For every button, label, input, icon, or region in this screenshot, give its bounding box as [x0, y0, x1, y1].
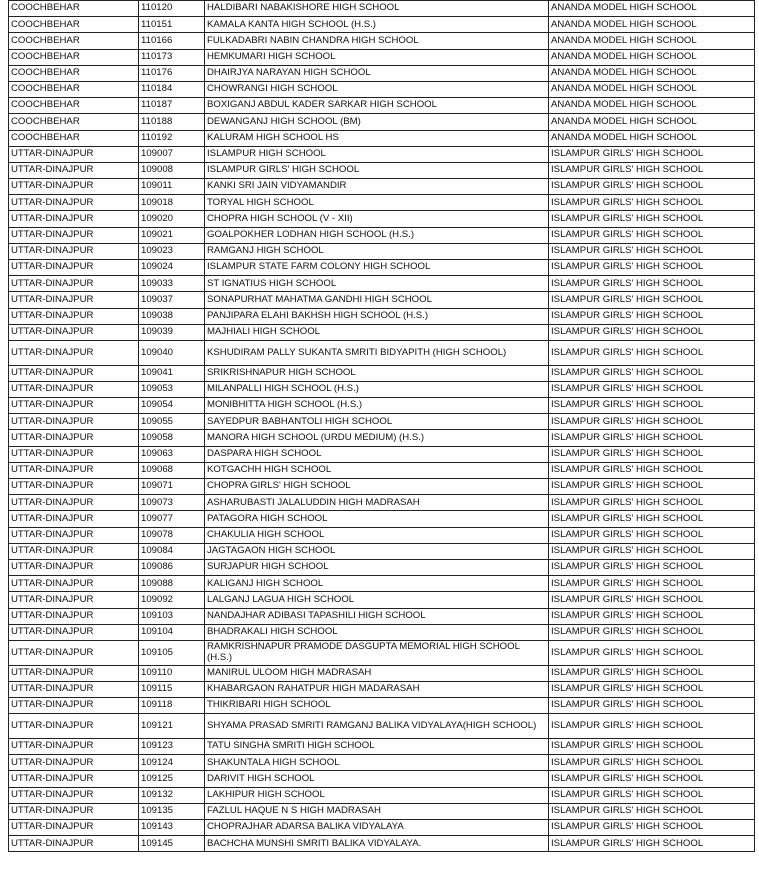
school-code-cell: 109040 — [139, 340, 205, 365]
school-name-cell: MONIBHITTA HIGH SCHOOL (H.S.) — [205, 398, 549, 414]
venue-school-cell: ISLAMPUR GIRLS' HIGH SCHOOL — [549, 398, 755, 414]
district-cell: UTTAR-DINAJPUR — [9, 243, 139, 259]
school-code-cell: 110188 — [139, 114, 205, 130]
school-code-cell: 109068 — [139, 462, 205, 478]
school-name-cell: BACHCHA MUNSHI SMRITI BALIKA VIDYALAYA. — [205, 836, 549, 852]
table-row — [9, 640, 755, 665]
district-cell: UTTAR-DINAJPUR — [9, 276, 139, 292]
district-cell: UTTAR-DINAJPUR — [9, 430, 139, 446]
venue-school-cell: ISLAMPUR GIRLS' HIGH SCHOOL — [549, 479, 755, 495]
venue-school-cell: ISLAMPUR GIRLS' HIGH SCHOOL — [549, 698, 755, 714]
school-name-cell: MANIRUL ULOOM HIGH MADRASAH — [205, 665, 549, 681]
table-row — [9, 414, 755, 430]
table-row — [9, 803, 755, 819]
school-name-cell: KSHUDIRAM PALLY SUKANTA SMRITI BIDYAPITH (HIGH SCHOOL) — [205, 340, 549, 365]
table-row — [9, 665, 755, 681]
district-cell: UTTAR-DINAJPUR — [9, 308, 139, 324]
venue-school-cell: ISLAMPUR GIRLS' HIGH SCHOOL — [549, 576, 755, 592]
venue-school-cell: ANANDA MODEL HIGH SCHOOL — [549, 98, 755, 114]
school-name-cell: BOXIGANJ ABDUL KADER SARKAR HIGH SCHOOL — [205, 98, 549, 114]
school-name-cell: CHOPRAJHAR ADARSA BALIKA VIDYALAYA — [205, 820, 549, 836]
table-row — [9, 340, 755, 365]
district-cell: COOCHBEHAR — [9, 33, 139, 49]
venue-school-cell: ANANDA MODEL HIGH SCHOOL — [549, 81, 755, 97]
school-name-cell: CHOPRA GIRLS' HIGH SCHOOL — [205, 479, 549, 495]
table-row — [9, 698, 755, 714]
district-cell: UTTAR-DINAJPUR — [9, 755, 139, 771]
district-cell: COOCHBEHAR — [9, 130, 139, 146]
school-code-cell: 109038 — [139, 308, 205, 324]
school-name-cell: ISLAMPUR HIGH SCHOOL — [205, 146, 549, 162]
school-code-cell: 109118 — [139, 698, 205, 714]
table-row — [9, 146, 755, 162]
table-row — [9, 755, 755, 771]
school-name-cell: THIKRIBARI HIGH SCHOOL — [205, 698, 549, 714]
school-code-cell: 109084 — [139, 543, 205, 559]
table-row — [9, 739, 755, 755]
school-name-cell: ASHARUBASTI JALALUDDIN HIGH MADRASAH — [205, 495, 549, 511]
school-code-cell: 109053 — [139, 381, 205, 397]
school-name-cell: DASPARA HIGH SCHOOL — [205, 446, 549, 462]
school-code-cell: 110176 — [139, 65, 205, 81]
district-cell: UTTAR-DINAJPUR — [9, 640, 139, 665]
table-row — [9, 179, 755, 195]
school-name-cell: FULKADABRI NABIN CHANDRA HIGH SCHOOL — [205, 33, 549, 49]
school-code-cell: 109021 — [139, 227, 205, 243]
school-code-cell: 109092 — [139, 592, 205, 608]
district-cell: UTTAR-DINAJPUR — [9, 462, 139, 478]
venue-school-cell: ISLAMPUR GIRLS' HIGH SCHOOL — [549, 227, 755, 243]
table-row — [9, 462, 755, 478]
table-row — [9, 98, 755, 114]
school-name-cell: SRIKRISHNAPUR HIGH SCHOOL — [205, 365, 549, 381]
district-cell: UTTAR-DINAJPUR — [9, 162, 139, 178]
school-name-cell: MANORA HIGH SCHOOL (URDU MEDIUM) (H.S.) — [205, 430, 549, 446]
venue-school-cell: ISLAMPUR GIRLS' HIGH SCHOOL — [549, 292, 755, 308]
table-row — [9, 292, 755, 308]
table-row — [9, 479, 755, 495]
district-cell: UTTAR-DINAJPUR — [9, 771, 139, 787]
district-cell: UTTAR-DINAJPUR — [9, 592, 139, 608]
district-cell: UTTAR-DINAJPUR — [9, 479, 139, 495]
school-code-cell: 109110 — [139, 665, 205, 681]
school-name-cell: ISLAMPUR STATE FARM COLONY HIGH SCHOOL — [205, 260, 549, 276]
venue-school-cell: ISLAMPUR GIRLS' HIGH SCHOOL — [549, 836, 755, 852]
venue-school-cell: ISLAMPUR GIRLS' HIGH SCHOOL — [549, 365, 755, 381]
table-body — [9, 1, 755, 852]
school-code-cell: 109115 — [139, 681, 205, 697]
school-name-cell: KAMALA KANTA HIGH SCHOOL (H.S.) — [205, 17, 549, 33]
table-row — [9, 49, 755, 65]
venue-school-cell: ISLAMPUR GIRLS' HIGH SCHOOL — [549, 179, 755, 195]
school-name-cell: KOTGACHH HIGH SCHOOL — [205, 462, 549, 478]
district-cell: UTTAR-DINAJPUR — [9, 787, 139, 803]
school-code-cell: 109125 — [139, 771, 205, 787]
table-row — [9, 65, 755, 81]
school-code-cell: 110120 — [139, 1, 205, 17]
school-name-cell: LAKHIPUR HIGH SCHOOL — [205, 787, 549, 803]
district-cell: UTTAR-DINAJPUR — [9, 681, 139, 697]
school-name-cell: PATAGORA HIGH SCHOOL — [205, 511, 549, 527]
table-row — [9, 836, 755, 852]
table-row — [9, 559, 755, 575]
table-row — [9, 624, 755, 640]
school-name-cell: GOALPOKHER LODHAN HIGH SCHOOL (H.S.) — [205, 227, 549, 243]
venue-school-cell: ANANDA MODEL HIGH SCHOOL — [549, 49, 755, 65]
district-cell: UTTAR-DINAJPUR — [9, 543, 139, 559]
table-row — [9, 714, 755, 739]
table-row — [9, 527, 755, 543]
school-code-cell: 109077 — [139, 511, 205, 527]
school-name-cell: KANKI SRI JAIN VIDYAMANDIR — [205, 179, 549, 195]
school-code-cell: 110184 — [139, 81, 205, 97]
district-cell: UTTAR-DINAJPUR — [9, 803, 139, 819]
school-code-cell: 109023 — [139, 243, 205, 259]
venue-school-cell: ISLAMPUR GIRLS' HIGH SCHOOL — [549, 739, 755, 755]
table-row — [9, 543, 755, 559]
venue-school-cell: ISLAMPUR GIRLS' HIGH SCHOOL — [549, 640, 755, 665]
table-row — [9, 243, 755, 259]
venue-school-cell: ISLAMPUR GIRLS' HIGH SCHOOL — [549, 381, 755, 397]
school-code-cell: 109054 — [139, 398, 205, 414]
district-cell: UTTAR-DINAJPUR — [9, 527, 139, 543]
school-name-cell: CHOPRA HIGH SCHOOL (V - XII) — [205, 211, 549, 227]
venue-school-cell: ISLAMPUR GIRLS' HIGH SCHOOL — [549, 162, 755, 178]
school-name-cell: BHADRAKALI HIGH SCHOOL — [205, 624, 549, 640]
table-row — [9, 81, 755, 97]
district-cell: UTTAR-DINAJPUR — [9, 714, 139, 739]
venue-school-cell: ISLAMPUR GIRLS' HIGH SCHOOL — [549, 608, 755, 624]
school-name-cell: SAYEDPUR BABHANTOLI HIGH SCHOOL — [205, 414, 549, 430]
district-cell: COOCHBEHAR — [9, 98, 139, 114]
district-cell: UTTAR-DINAJPUR — [9, 836, 139, 852]
table-row — [9, 162, 755, 178]
school-name-cell: SHYAMA PRASAD SMRITI RAMGANJ BALIKA VIDYALAYA(HIGH SCHOOL) — [205, 714, 549, 739]
table-row — [9, 771, 755, 787]
venue-school-cell: ISLAMPUR GIRLS' HIGH SCHOOL — [549, 820, 755, 836]
school-code-cell: 109105 — [139, 640, 205, 665]
venue-school-cell: ISLAMPUR GIRLS' HIGH SCHOOL — [549, 665, 755, 681]
venue-school-cell: ISLAMPUR GIRLS' HIGH SCHOOL — [549, 787, 755, 803]
school-code-cell: 109020 — [139, 211, 205, 227]
school-code-cell: 109008 — [139, 162, 205, 178]
district-cell: UTTAR-DINAJPUR — [9, 698, 139, 714]
table-row — [9, 130, 755, 146]
table-row — [9, 430, 755, 446]
district-cell: COOCHBEHAR — [9, 114, 139, 130]
district-cell: COOCHBEHAR — [9, 81, 139, 97]
venue-school-cell: ISLAMPUR GIRLS' HIGH SCHOOL — [549, 340, 755, 365]
venue-school-cell: ISLAMPUR GIRLS' HIGH SCHOOL — [549, 755, 755, 771]
venue-school-cell: ISLAMPUR GIRLS' HIGH SCHOOL — [549, 495, 755, 511]
table-row — [9, 211, 755, 227]
district-cell: UTTAR-DINAJPUR — [9, 211, 139, 227]
venue-school-cell: ISLAMPUR GIRLS' HIGH SCHOOL — [549, 276, 755, 292]
school-code-cell: 110151 — [139, 17, 205, 33]
table-row — [9, 260, 755, 276]
school-code-cell: 109033 — [139, 276, 205, 292]
school-name-cell: MAJHIALI HIGH SCHOOL — [205, 324, 549, 340]
school-code-cell: 109086 — [139, 559, 205, 575]
venue-school-cell: ISLAMPUR GIRLS' HIGH SCHOOL — [549, 324, 755, 340]
district-cell: UTTAR-DINAJPUR — [9, 576, 139, 592]
table-row — [9, 820, 755, 836]
table-row — [9, 592, 755, 608]
school-code-cell: 109058 — [139, 430, 205, 446]
school-name-cell: DARIVIT HIGH SCHOOL — [205, 771, 549, 787]
district-cell: UTTAR-DINAJPUR — [9, 446, 139, 462]
district-cell: COOCHBEHAR — [9, 65, 139, 81]
school-name-cell: KALURAM HIGH SCHOOL HS — [205, 130, 549, 146]
venue-school-cell: ISLAMPUR GIRLS' HIGH SCHOOL — [549, 527, 755, 543]
school-name-cell: PANJIPARA ELAHI BAKHSH HIGH SCHOOL (H.S.) — [205, 308, 549, 324]
table-row — [9, 608, 755, 624]
district-cell: UTTAR-DINAJPUR — [9, 414, 139, 430]
school-name-cell: FAZLUL HAQUE N S HIGH MADRASAH — [205, 803, 549, 819]
venue-school-cell: ANANDA MODEL HIGH SCHOOL — [549, 114, 755, 130]
school-code-cell: 109145 — [139, 836, 205, 852]
venue-school-cell: ISLAMPUR GIRLS' HIGH SCHOOL — [549, 414, 755, 430]
venue-school-cell: ISLAMPUR GIRLS' HIGH SCHOOL — [549, 543, 755, 559]
school-code-cell: 110173 — [139, 49, 205, 65]
school-name-cell: SONAPURHAT MAHATMA GANDHI HIGH SCHOOL — [205, 292, 549, 308]
table-row — [9, 511, 755, 527]
school-code-cell: 110166 — [139, 33, 205, 49]
school-code-cell: 109007 — [139, 146, 205, 162]
table-row — [9, 365, 755, 381]
table-row — [9, 308, 755, 324]
table-row — [9, 495, 755, 511]
table-row — [9, 324, 755, 340]
venue-school-cell: ISLAMPUR GIRLS' HIGH SCHOOL — [549, 624, 755, 640]
school-code-cell: 109041 — [139, 365, 205, 381]
venue-school-cell: ISLAMPUR GIRLS' HIGH SCHOOL — [549, 243, 755, 259]
school-name-cell: RAMKRISHNAPUR PRAMODE DASGUPTA MEMORIAL HIGH SCHOOL (H.S.) — [205, 640, 549, 665]
table-row — [9, 114, 755, 130]
school-name-cell: ISLAMPUR GIRLS' HIGH SCHOOL — [205, 162, 549, 178]
school-name-cell: TORYAL HIGH SCHOOL — [205, 195, 549, 211]
school-code-cell: 109037 — [139, 292, 205, 308]
district-cell: UTTAR-DINAJPUR — [9, 179, 139, 195]
district-cell: COOCHBEHAR — [9, 49, 139, 65]
table-row — [9, 787, 755, 803]
venue-school-cell: ANANDA MODEL HIGH SCHOOL — [549, 33, 755, 49]
district-cell: UTTAR-DINAJPUR — [9, 495, 139, 511]
school-name-cell: KALIGANJ HIGH SCHOOL — [205, 576, 549, 592]
district-cell: UTTAR-DINAJPUR — [9, 381, 139, 397]
school-code-cell: 109024 — [139, 260, 205, 276]
school-code-cell: 109135 — [139, 803, 205, 819]
venue-school-cell: ISLAMPUR GIRLS' HIGH SCHOOL — [549, 592, 755, 608]
venue-school-cell: ISLAMPUR GIRLS' HIGH SCHOOL — [549, 714, 755, 739]
table-row — [9, 576, 755, 592]
school-name-cell: DHAIRJYA NARAYAN HIGH SCHOOL — [205, 65, 549, 81]
venue-school-cell: ISLAMPUR GIRLS' HIGH SCHOOL — [549, 260, 755, 276]
school-code-cell: 109123 — [139, 739, 205, 755]
school-name-cell: CHAKULIA HIGH SCHOOL — [205, 527, 549, 543]
venue-school-cell: ISLAMPUR GIRLS' HIGH SCHOOL — [549, 462, 755, 478]
venue-school-cell: ISLAMPUR GIRLS' HIGH SCHOOL — [549, 446, 755, 462]
district-cell: UTTAR-DINAJPUR — [9, 739, 139, 755]
school-code-cell: 109132 — [139, 787, 205, 803]
school-name-cell: SURJAPUR HIGH SCHOOL — [205, 559, 549, 575]
school-code-cell: 109124 — [139, 755, 205, 771]
school-code-cell: 109088 — [139, 576, 205, 592]
venue-school-cell: ANANDA MODEL HIGH SCHOOL — [549, 65, 755, 81]
school-code-cell: 109011 — [139, 179, 205, 195]
school-name-cell: LALGANJ LAGUA HIGH SCHOOL — [205, 592, 549, 608]
district-cell: UTTAR-DINAJPUR — [9, 340, 139, 365]
venue-school-cell: ANANDA MODEL HIGH SCHOOL — [549, 17, 755, 33]
venue-school-cell: ISLAMPUR GIRLS' HIGH SCHOOL — [549, 430, 755, 446]
district-cell: UTTAR-DINAJPUR — [9, 608, 139, 624]
school-name-cell: RAMGANJ HIGH SCHOOL — [205, 243, 549, 259]
table-row — [9, 681, 755, 697]
district-cell: UTTAR-DINAJPUR — [9, 624, 139, 640]
school-name-cell: CHOWRANGI HIGH SCHOOL — [205, 81, 549, 97]
table-row — [9, 398, 755, 414]
school-name-cell: KHABARGAON RAHATPUR HIGH MADARASAH — [205, 681, 549, 697]
school-code-cell: 109055 — [139, 414, 205, 430]
school-allocation-table — [8, 0, 755, 852]
district-cell: UTTAR-DINAJPUR — [9, 820, 139, 836]
school-name-cell: MILANPALLI HIGH SCHOOL (H.S.) — [205, 381, 549, 397]
school-code-cell: 109071 — [139, 479, 205, 495]
district-cell: UTTAR-DINAJPUR — [9, 292, 139, 308]
venue-school-cell: ISLAMPUR GIRLS' HIGH SCHOOL — [549, 195, 755, 211]
district-cell: UTTAR-DINAJPUR — [9, 146, 139, 162]
school-code-cell: 109018 — [139, 195, 205, 211]
school-code-cell: 109104 — [139, 624, 205, 640]
district-cell: UTTAR-DINAJPUR — [9, 195, 139, 211]
district-cell: UTTAR-DINAJPUR — [9, 511, 139, 527]
school-code-cell: 110192 — [139, 130, 205, 146]
table-row — [9, 276, 755, 292]
school-name-cell: NANDAJHAR ADIBASI TAPASHILI HIGH SCHOOL — [205, 608, 549, 624]
school-code-cell: 110187 — [139, 98, 205, 114]
school-code-cell: 109121 — [139, 714, 205, 739]
venue-school-cell: ANANDA MODEL HIGH SCHOOL — [549, 1, 755, 17]
table-row — [9, 227, 755, 243]
district-cell: UTTAR-DINAJPUR — [9, 260, 139, 276]
venue-school-cell: ISLAMPUR GIRLS' HIGH SCHOOL — [549, 511, 755, 527]
venue-school-cell: ISLAMPUR GIRLS' HIGH SCHOOL — [549, 681, 755, 697]
school-name-cell: HEMKUMARI HIGH SCHOOL — [205, 49, 549, 65]
district-cell: UTTAR-DINAJPUR — [9, 559, 139, 575]
district-cell: COOCHBEHAR — [9, 1, 139, 17]
venue-school-cell: ISLAMPUR GIRLS' HIGH SCHOOL — [549, 803, 755, 819]
school-code-cell: 109039 — [139, 324, 205, 340]
school-code-cell: 109103 — [139, 608, 205, 624]
venue-school-cell: ANANDA MODEL HIGH SCHOOL — [549, 130, 755, 146]
school-name-cell: SHAKUNTALA HIGH SCHOOL — [205, 755, 549, 771]
school-name-cell: JAGTAGAON HIGH SCHOOL — [205, 543, 549, 559]
district-cell: UTTAR-DINAJPUR — [9, 398, 139, 414]
district-cell: COOCHBEHAR — [9, 17, 139, 33]
school-name-cell: DEWANGANJ HIGH SCHOOL (BM) — [205, 114, 549, 130]
school-code-cell: 109078 — [139, 527, 205, 543]
district-cell: UTTAR-DINAJPUR — [9, 324, 139, 340]
table-row — [9, 381, 755, 397]
table-row — [9, 446, 755, 462]
school-name-cell: TATU SINGHA SMRITI HIGH SCHOOL — [205, 739, 549, 755]
venue-school-cell: ISLAMPUR GIRLS' HIGH SCHOOL — [549, 211, 755, 227]
district-cell: UTTAR-DINAJPUR — [9, 365, 139, 381]
venue-school-cell: ISLAMPUR GIRLS' HIGH SCHOOL — [549, 559, 755, 575]
district-cell: UTTAR-DINAJPUR — [9, 227, 139, 243]
table-row — [9, 33, 755, 49]
school-code-cell: 109063 — [139, 446, 205, 462]
table-row — [9, 17, 755, 33]
venue-school-cell: ISLAMPUR GIRLS' HIGH SCHOOL — [549, 771, 755, 787]
table-row — [9, 1, 755, 17]
school-name-cell: ST IGNATIUS HIGH SCHOOL — [205, 276, 549, 292]
school-name-cell: HALDIBARI NABAKISHORE HIGH SCHOOL — [205, 1, 549, 17]
venue-school-cell: ISLAMPUR GIRLS' HIGH SCHOOL — [549, 308, 755, 324]
school-code-cell: 109143 — [139, 820, 205, 836]
school-code-cell: 109073 — [139, 495, 205, 511]
venue-school-cell: ISLAMPUR GIRLS' HIGH SCHOOL — [549, 146, 755, 162]
district-cell: UTTAR-DINAJPUR — [9, 665, 139, 681]
table-row — [9, 195, 755, 211]
